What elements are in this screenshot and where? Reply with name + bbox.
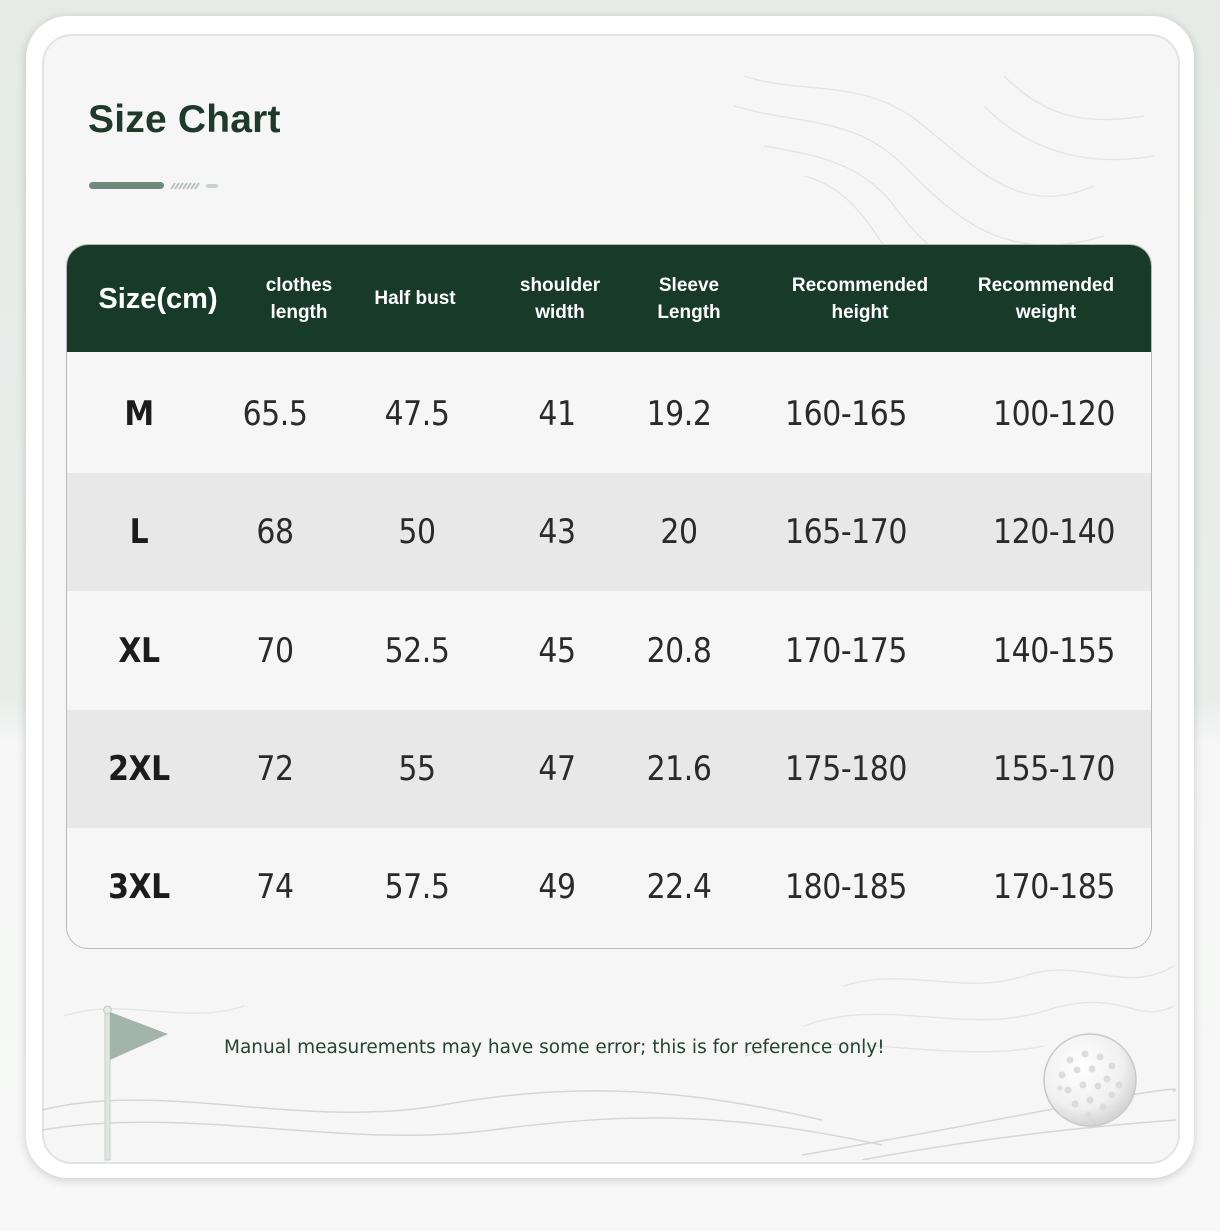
cell-recommended-height: 170-175	[785, 631, 907, 671]
cell-sleeve-length: 20.8	[646, 631, 712, 671]
cell-half-bust: 55	[398, 749, 436, 789]
cell-recommended-weight: 120-140	[993, 512, 1115, 552]
header-clothes-length: clothes length	[265, 274, 333, 323]
header-recommended-weight: Recommended weight	[977, 274, 1115, 323]
table-row	[67, 473, 1152, 591]
cell-clothes-length: 68	[256, 512, 294, 552]
cell-recommended-height: 180-185	[785, 867, 907, 907]
cell-size: XL	[118, 631, 160, 671]
golf-flag-icon	[96, 1002, 176, 1162]
cell-shoulder-width: 47	[538, 749, 576, 789]
table-header	[67, 245, 1152, 352]
cell-size: L	[129, 512, 149, 552]
header-half-bust: Half bust	[374, 288, 456, 309]
table-row	[67, 828, 1152, 946]
table-row	[67, 592, 1152, 710]
header-shoulder-width: shoulder width	[519, 274, 601, 323]
size-table	[66, 244, 1152, 949]
cell-size: 3XL	[108, 867, 170, 907]
cell-half-bust: 47.5	[384, 394, 450, 434]
cell-size: M	[124, 394, 154, 434]
header-recommended-height: Recommended height	[791, 274, 929, 323]
cell-recommended-height: 165-170	[785, 512, 907, 552]
table-row	[67, 355, 1152, 473]
cell-shoulder-width: 43	[538, 512, 576, 552]
cell-recommended-weight: 170-185	[993, 867, 1115, 907]
hills-decoration	[42, 1060, 1176, 1160]
cell-sleeve-length: 22.4	[646, 867, 712, 907]
cell-half-bust: 52.5	[384, 631, 450, 671]
cell-sleeve-length: 19.2	[646, 394, 712, 434]
cell-recommended-height: 175-180	[785, 749, 907, 789]
measurement-note: Manual measurements may have some error; this is for reference only!	[224, 1037, 885, 1058]
cell-sleeve-length: 21.6	[646, 749, 712, 789]
page-title: Size Chart	[88, 98, 281, 141]
cell-clothes-length: 70	[256, 631, 294, 671]
cell-half-bust: 50	[398, 512, 436, 552]
cell-size: 2XL	[108, 749, 170, 789]
table-row	[67, 710, 1152, 828]
cell-half-bust: 57.5	[384, 867, 450, 907]
cell-shoulder-width: 49	[538, 867, 576, 907]
cell-recommended-weight: 140-155	[993, 631, 1115, 671]
cell-recommended-weight: 100-120	[993, 394, 1115, 434]
cell-sleeve-length: 20	[660, 512, 698, 552]
header-size: Size(cm)	[98, 282, 218, 315]
golf-ball-icon	[1040, 1030, 1140, 1130]
cell-clothes-length: 74	[256, 867, 294, 907]
cell-recommended-weight: 155-170	[993, 749, 1115, 789]
cell-clothes-length: 65.5	[242, 394, 308, 434]
cell-recommended-height: 160-165	[785, 394, 907, 434]
header-sleeve-length: Sleeve Length	[657, 274, 721, 323]
cell-shoulder-width: 41	[538, 394, 576, 434]
title-underline-decoration	[89, 181, 219, 191]
cell-shoulder-width: 45	[538, 631, 576, 671]
cell-clothes-length: 72	[256, 749, 294, 789]
